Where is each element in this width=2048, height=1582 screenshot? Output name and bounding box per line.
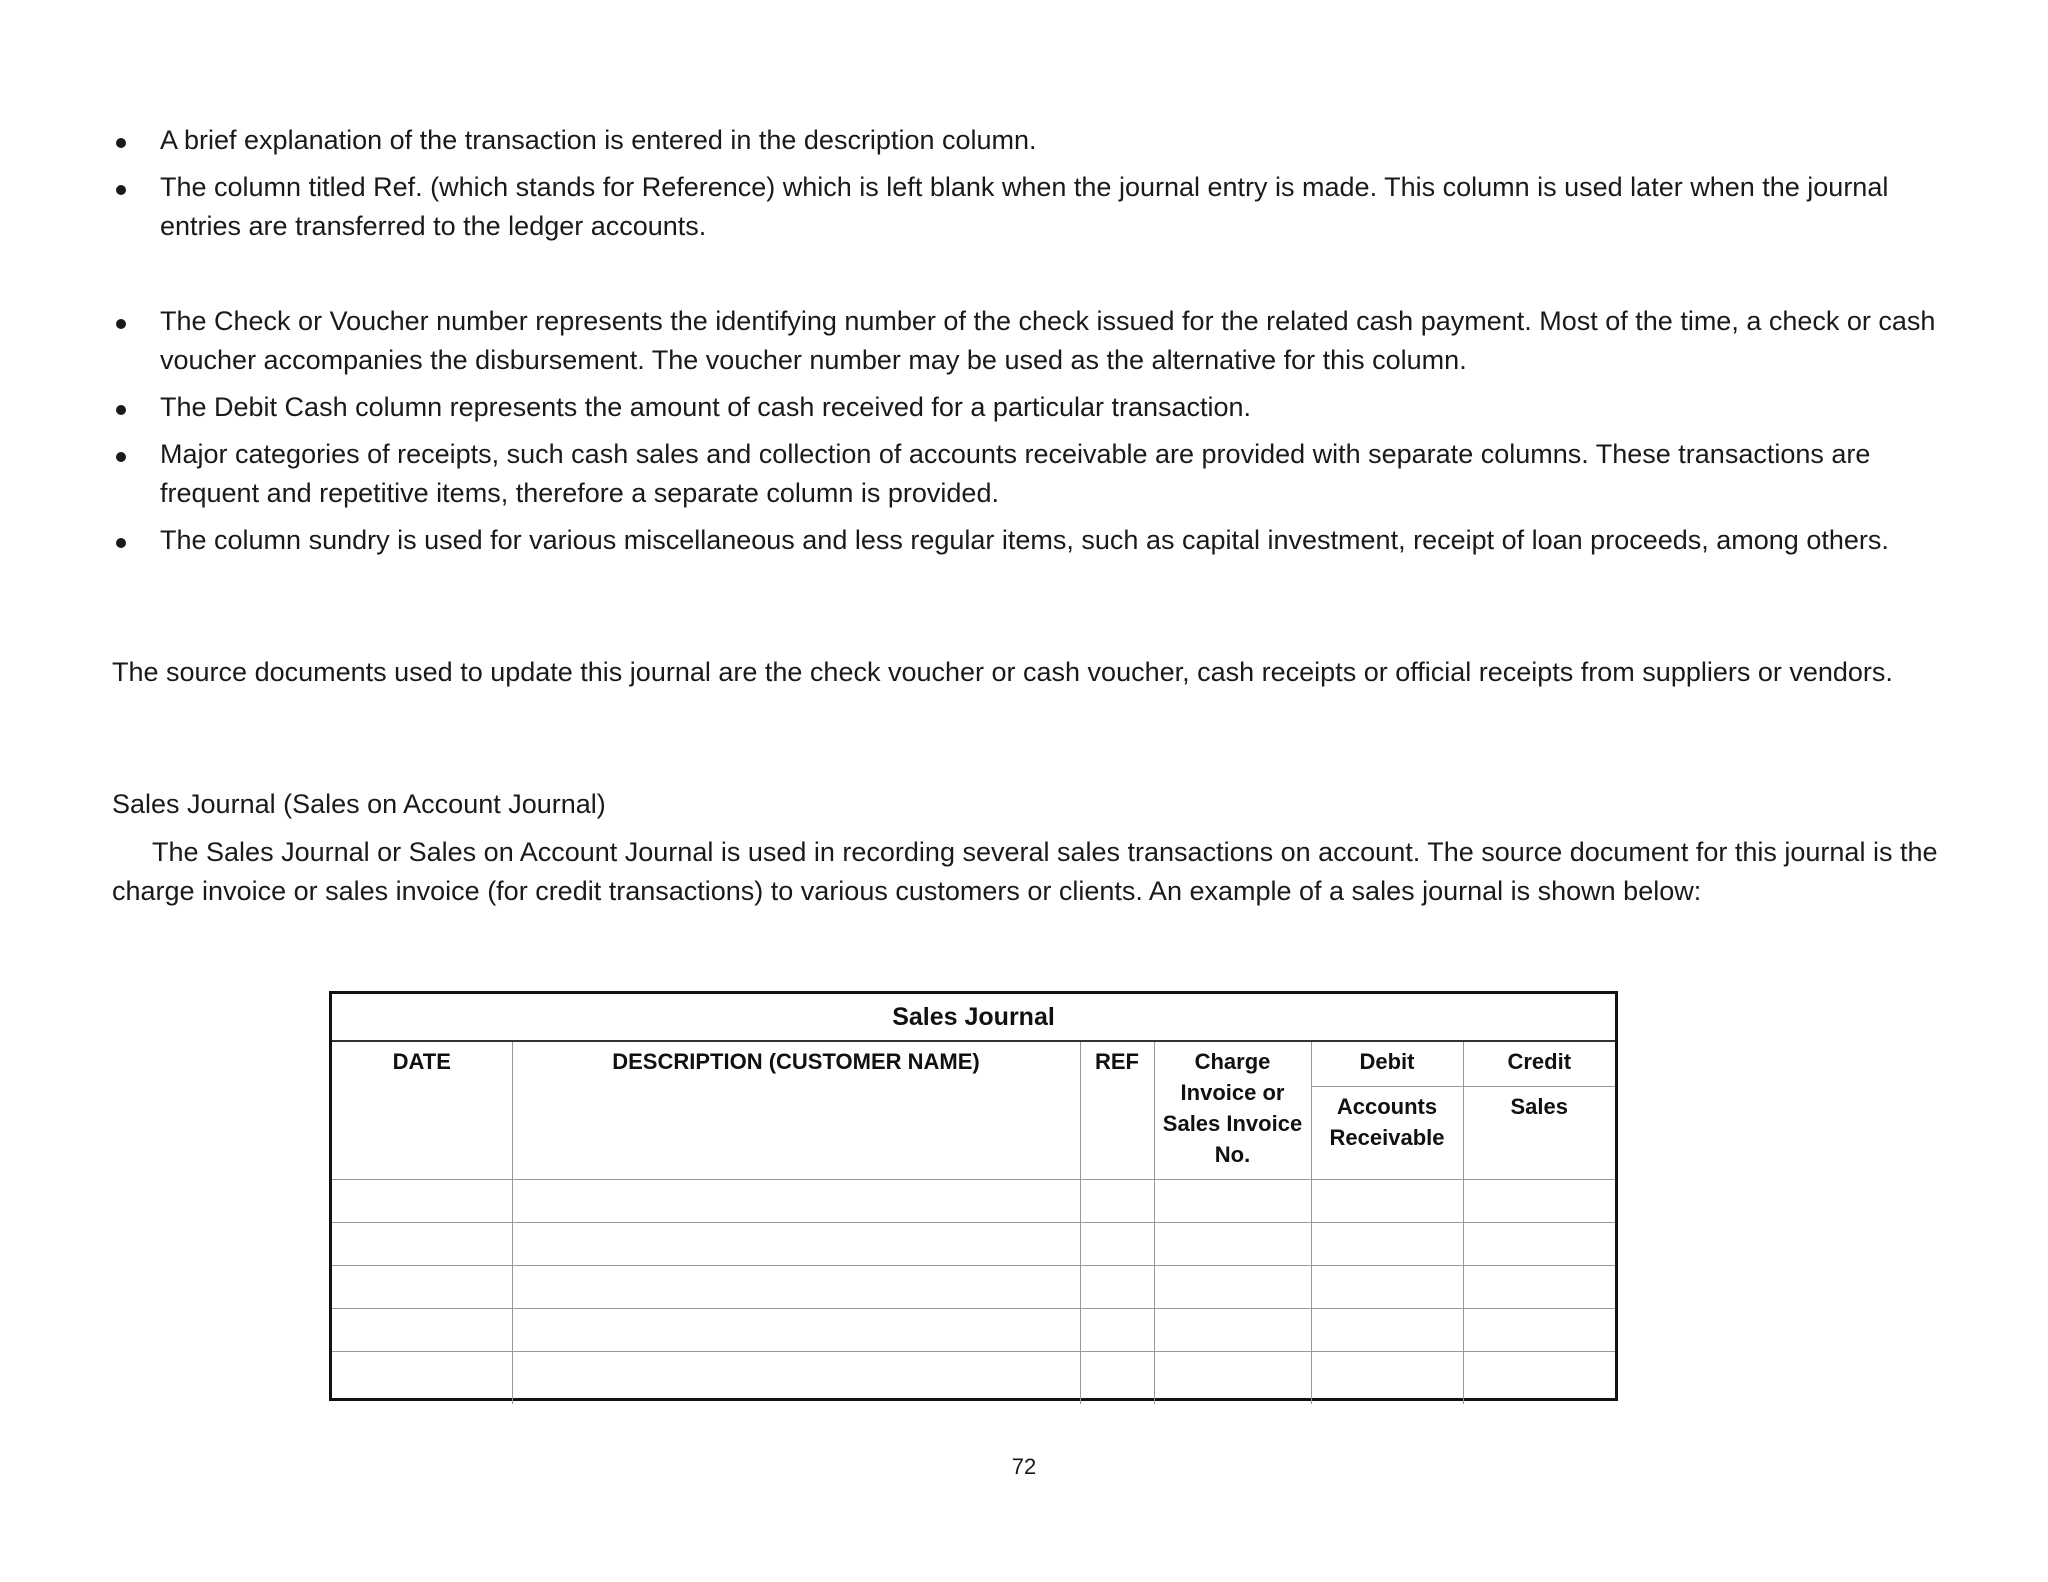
table-row <box>332 1352 1615 1405</box>
bullet-dot <box>116 538 126 548</box>
table-cell <box>1080 1180 1154 1223</box>
bullet-text: The Check or Voucher number represents the identifying number of the check issued for the related cash payment. Most of the time, a check or cash voucher accompanies the disbursement. The voucher number may be used as the alternative for this column. <box>160 306 1936 375</box>
table-row <box>332 1266 1615 1309</box>
bullet-dot <box>116 319 126 329</box>
bullet-dot <box>116 138 126 148</box>
bullet-dot <box>116 405 126 415</box>
table-cell <box>1311 1223 1463 1266</box>
table-cell <box>332 1352 512 1405</box>
column-header-invoice-no: Charge Invoice or Sales Invoice No. <box>1154 1041 1311 1180</box>
table-cell <box>1463 1266 1615 1309</box>
table-cell <box>332 1223 512 1266</box>
table-row <box>332 1309 1615 1352</box>
table-cell <box>1080 1266 1154 1309</box>
section-heading: Sales Journal (Sales on Account Journal) <box>112 789 606 819</box>
bullet-text: A brief explanation of the transaction is entered in the description column. <box>160 125 1037 155</box>
table-cell <box>1311 1352 1463 1405</box>
table-cell <box>512 1352 1080 1405</box>
column-header-date: DATE <box>332 1041 512 1180</box>
table-cell <box>1154 1309 1311 1352</box>
table-cell <box>1311 1309 1463 1352</box>
bullet-item <box>112 388 1942 427</box>
table-cell <box>332 1309 512 1352</box>
bullet-list-top <box>112 121 1942 254</box>
table-cell <box>1154 1352 1311 1405</box>
bullet-text: The Debit Cash column represents the amount of cash received for a particular transaction. <box>160 392 1252 422</box>
table-cell <box>1463 1352 1615 1405</box>
table-cell <box>1154 1266 1311 1309</box>
table-cell <box>1463 1180 1615 1223</box>
column-header-accounts-receivable: Accounts Receivable <box>1311 1087 1463 1180</box>
paragraph-sales-journal: The Sales Journal or Sales on Account Journal is used in recording several sales transactions on account. The source document for this journal is the charge invoice or sales invoice (for credit transactions) to various customers or clients. An example of a sales journal is shown below: <box>112 837 1938 906</box>
table-cell <box>1154 1223 1311 1266</box>
table-cell <box>332 1266 512 1309</box>
bullet-list-bottom <box>112 302 1942 568</box>
table-cell <box>332 1180 512 1223</box>
bullet-text: Major categories of receipts, such cash sales and collection of accounts receivable are provided with separate columns. These transactions are frequent and repetitive items, therefore a separate column is provided. <box>160 439 1871 508</box>
table-row <box>332 1223 1615 1266</box>
bullet-text: The column sundry is used for various miscellaneous and less regular items, such as capital investment, receipt of loan proceeds, among others. <box>160 525 1889 555</box>
journal-title: Sales Journal <box>332 994 1615 1041</box>
table-cell <box>512 1266 1080 1309</box>
bullet-text: The column titled Ref. (which stands for Reference) which is left blank when the journal entry is made. This column is used later when the journal entries are transferred to the ledger accounts. <box>160 172 1889 241</box>
table-row <box>332 1180 1615 1223</box>
paragraph-source-documents: The source documents used to update this journal are the check voucher or cash voucher, cash receipts or official receipts from suppliers or vendors. <box>112 657 1893 687</box>
bullet-item <box>112 168 1942 246</box>
table-cell <box>1080 1309 1154 1352</box>
table-cell <box>1311 1266 1463 1309</box>
column-header-description: DESCRIPTION (CUSTOMER NAME) <box>512 1041 1080 1180</box>
sales-journal-table <box>329 991 1618 1401</box>
table-cell <box>1463 1309 1615 1352</box>
bullet-item <box>112 302 1942 380</box>
bullet-item <box>112 435 1942 513</box>
table-cell <box>512 1180 1080 1223</box>
column-header-credit: Credit <box>1463 1041 1615 1087</box>
column-header-sales: Sales <box>1463 1087 1615 1180</box>
bullet-item <box>112 121 1942 160</box>
bullet-dot <box>116 185 126 195</box>
table-cell <box>1463 1223 1615 1266</box>
page-number: 72 <box>1011 1454 1037 1479</box>
table-cell <box>1311 1180 1463 1223</box>
bullet-dot <box>116 452 126 462</box>
column-header-ref: REF <box>1080 1041 1154 1180</box>
bullet-item <box>112 521 1942 560</box>
table-cell <box>512 1223 1080 1266</box>
table-cell <box>512 1309 1080 1352</box>
table-cell <box>1154 1180 1311 1223</box>
column-header-debit: Debit <box>1311 1041 1463 1087</box>
table-cell <box>1080 1352 1154 1405</box>
table-cell <box>1080 1223 1154 1266</box>
